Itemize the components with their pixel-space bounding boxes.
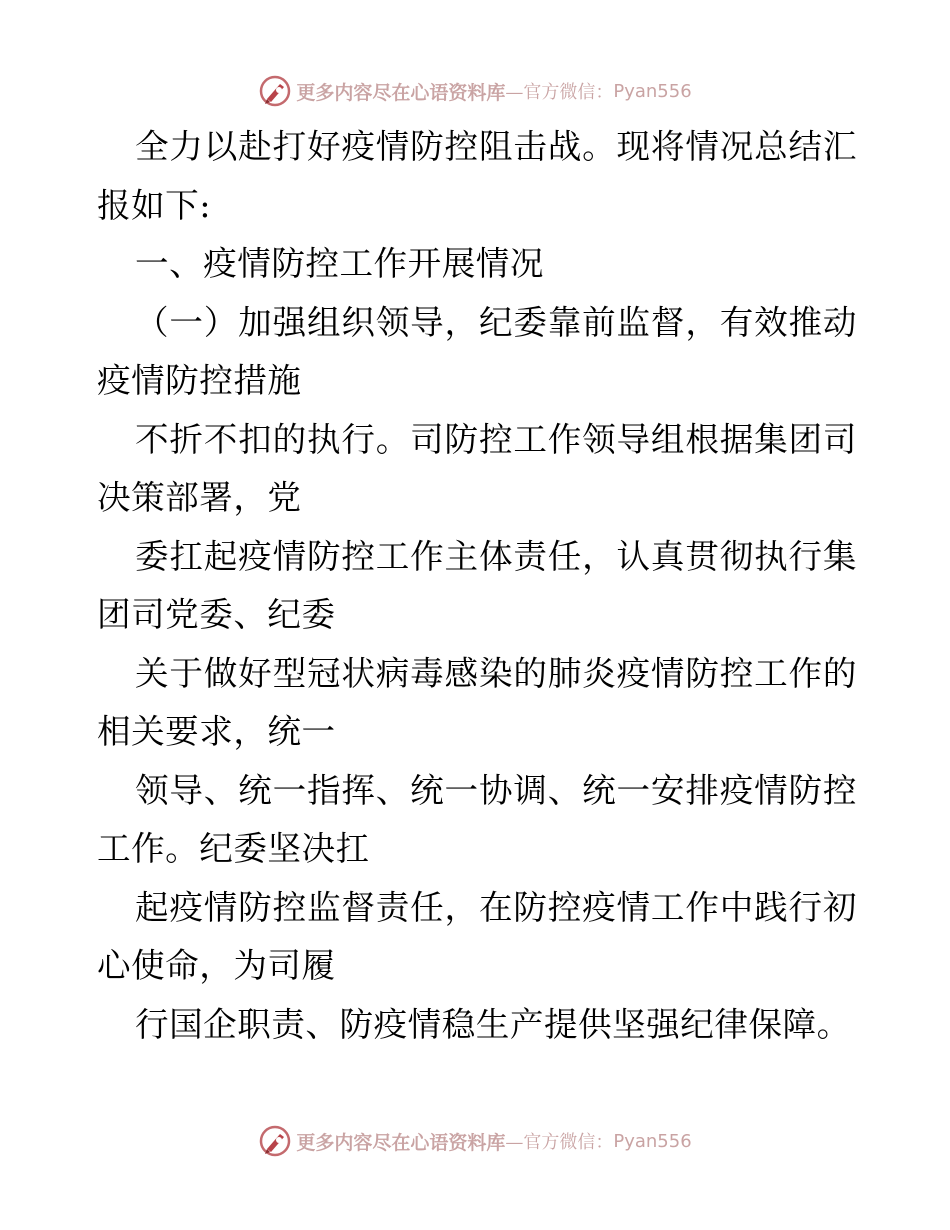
banner-account-text: Pyan556 <box>613 1130 692 1152</box>
paragraph: 全力以赴打好疫情防控阻击战。现将情况总结汇报如下: <box>97 127 857 225</box>
section-heading: 一、疫情防控工作开展情况 <box>135 244 544 283</box>
banner-account-text: Pyan556 <box>613 80 692 102</box>
banner-main-text: 更多内容尽在心语资料库 <box>296 81 506 104</box>
paragraph: （一）加强组织领导，纪委靠前监督，有效推动疫情防控措施 <box>97 302 857 400</box>
pen-logo-icon <box>258 74 292 108</box>
banner-separator-text: —官方微信： <box>505 1132 614 1153</box>
paragraph: 关于做好型冠状病毒感染的肺炎疫情防控工作的相关要求，统一 <box>97 653 857 751</box>
header-banner <box>0 71 950 111</box>
pen-logo-icon <box>258 1124 292 1158</box>
document-body <box>97 118 857 1054</box>
paragraph: 行国企职责、防疫情稳生产提供坚强纪律保障。 <box>135 1004 851 1044</box>
banner-separator-text: —官方微信： <box>505 82 614 103</box>
paragraph: 起疫情防控监督责任，在防控疫情工作中践行初心使命，为司履 <box>97 887 857 985</box>
footer-banner <box>0 1121 950 1161</box>
paragraph: 领导、统一指挥、统一协调、统一安排疫情防控工作。纪委坚决扛 <box>97 770 857 868</box>
paragraph: 委扛起疫情防控工作主体责任，认真贯彻执行集团司党委、纪委 <box>97 536 857 634</box>
paragraph: 不折不扣的执行。司防控工作领导组根据集团司决策部署，党 <box>97 419 857 517</box>
banner-main-text: 更多内容尽在心语资料库 <box>296 1131 506 1154</box>
